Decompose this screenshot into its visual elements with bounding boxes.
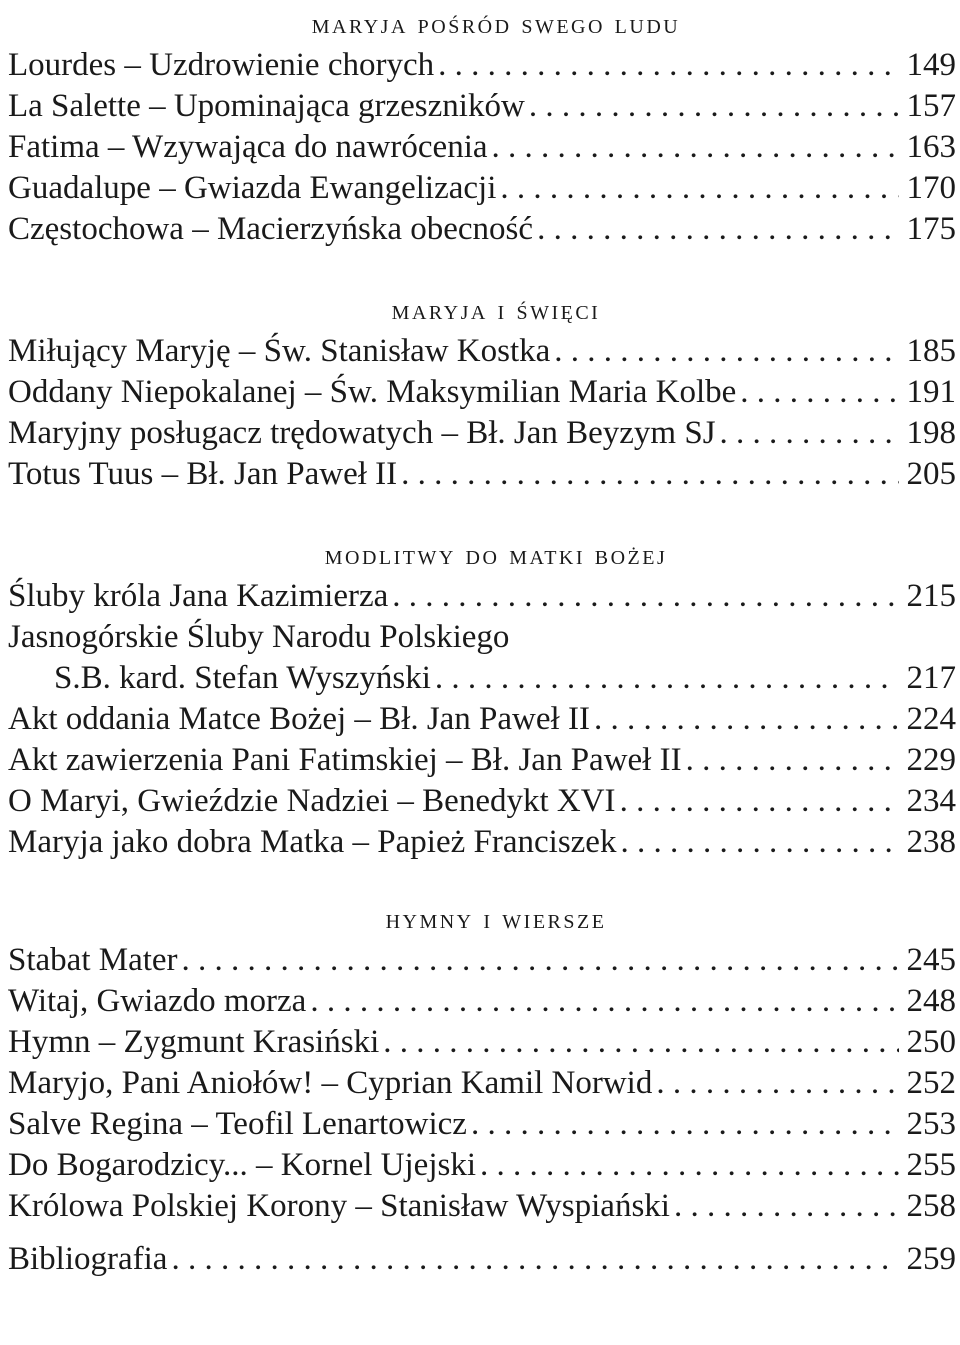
toc-entry[interactable]: [8, 1104, 956, 1145]
toc-entry[interactable]: [8, 981, 956, 1022]
entry-title: Do Bogarodzicy... – Kornel Ujejski: [8, 1147, 477, 1183]
page-number: 258: [906, 1188, 956, 1224]
section-heading: hymny i wiersze: [385, 903, 607, 935]
dot-leader: [620, 822, 898, 863]
page-number: 252: [906, 1065, 956, 1101]
toc-list: [8, 576, 956, 863]
entry-title: Maryjo, Pani Aniołów! – Cyprian Kamil Norwid: [8, 1065, 653, 1101]
section-heading: modlitwy do matki bożej: [324, 539, 668, 571]
toc-entry-bibliography[interactable]: [8, 1239, 956, 1280]
page-number: 229: [906, 742, 956, 778]
page-number: 255: [906, 1147, 956, 1183]
section-spacer: [8, 495, 956, 535]
toc-entry-multiline[interactable]: [8, 617, 956, 699]
section-heading: maryja i święci: [391, 294, 601, 326]
toc-entry[interactable]: [8, 822, 956, 863]
dot-leader: [674, 1186, 899, 1227]
entry-title: Miłujący Maryję – Św. Stanisław Kostka: [8, 333, 551, 369]
entry-title: Guadalupe – Gwiazda Ewangelizacji: [8, 170, 497, 206]
dot-leader: [435, 658, 899, 699]
dot-leader: [740, 372, 898, 413]
toc-entry[interactable]: [8, 1022, 956, 1063]
dot-leader: [500, 168, 898, 209]
page-number: 238: [906, 824, 956, 860]
page-number: 185: [906, 333, 956, 369]
entry-title: Śluby króla Jana Kazimierza: [8, 578, 389, 614]
entry-title: Witaj, Gwiazdo morza: [8, 983, 307, 1019]
dot-leader: [171, 1239, 898, 1280]
dot-leader: [480, 1145, 898, 1186]
page-number: 163: [906, 129, 956, 165]
page-number: 149: [906, 47, 956, 83]
dot-leader: [656, 1063, 898, 1104]
toc-entry[interactable]: [8, 86, 956, 127]
toc-list: [8, 940, 956, 1227]
toc-list: [8, 45, 956, 250]
toc-entry[interactable]: [8, 168, 956, 209]
toc-entry[interactable]: [8, 576, 956, 617]
entry-title: Akt zawierzenia Pani Fatimskiej – Bł. Jan Paweł II: [8, 742, 682, 778]
entry-title: Akt oddania Matce Bożej – Bł. Jan Paweł II: [8, 701, 590, 737]
dot-leader: [529, 86, 899, 127]
entry-title: Częstochowa – Macierzyńska obecność: [8, 211, 534, 247]
toc-list: [8, 331, 956, 495]
entry-title-continuation: S.B. kard. Stefan Wyszyński: [54, 660, 431, 696]
dot-leader: [471, 1104, 899, 1145]
page-number: 259: [906, 1241, 956, 1277]
entry-title: Maryja jako dobra Matka – Papież Franciszek: [8, 824, 617, 860]
toc-entry[interactable]: [8, 127, 956, 168]
toc-list: [8, 1239, 956, 1280]
page-number: 175: [906, 211, 956, 247]
entry-title: Lourdes – Uzdrowienie chorych: [8, 47, 435, 83]
toc-entry[interactable]: [8, 209, 956, 250]
dot-leader: [594, 699, 899, 740]
dot-leader: [554, 331, 898, 372]
page-number: 217: [906, 660, 956, 696]
entry-title: Oddany Niepokalanej – Św. Maksymilian Maria Kolbe: [8, 374, 737, 410]
section-heading: maryja pośród swego ludu: [311, 8, 681, 40]
toc-entry[interactable]: [8, 331, 956, 372]
page-number: 248: [906, 983, 956, 1019]
dot-leader: [392, 576, 898, 617]
page-number: 191: [906, 374, 956, 410]
page-number: 253: [906, 1106, 956, 1142]
toc-entry[interactable]: [8, 372, 956, 413]
toc-entry[interactable]: [8, 1063, 956, 1104]
toc-entry[interactable]: [8, 940, 956, 981]
dot-leader: [182, 940, 899, 981]
toc-entry[interactable]: [8, 781, 956, 822]
dot-leader: [620, 781, 899, 822]
toc-entry-continuation: [8, 658, 956, 699]
dot-leader: [383, 1022, 898, 1063]
page-number: 170: [906, 170, 956, 206]
page-number: 205: [906, 456, 956, 492]
entry-title: Totus Tuus – Bł. Jan Paweł II: [8, 456, 398, 492]
toc-entry[interactable]: [8, 45, 956, 86]
table-of-contents: [8, 0, 956, 1280]
page-number: 215: [906, 578, 956, 614]
section-spacer: [8, 863, 956, 899]
page-number: 224: [906, 701, 956, 737]
dot-leader: [686, 740, 899, 781]
toc-entry[interactable]: [8, 1186, 956, 1227]
page-number: 198: [906, 415, 956, 451]
dot-leader: [720, 413, 899, 454]
toc-entry[interactable]: [8, 1145, 956, 1186]
toc-entry[interactable]: [8, 740, 956, 781]
entry-title: La Salette – Upominająca grzeszników: [8, 88, 525, 124]
entry-title: Maryjny posługacz trędowatych – Bł. Jan Beyzym SJ: [8, 415, 716, 451]
entry-title: O Maryi, Gwieździe Nadziei – Benedykt XVI: [8, 783, 616, 819]
toc-entry[interactable]: [8, 454, 956, 495]
toc-entry[interactable]: [8, 413, 956, 454]
page-number: 234: [906, 783, 956, 819]
dot-leader: [401, 454, 898, 495]
entry-title: Królowa Polskiej Korony – Stanisław Wyspiański: [8, 1188, 670, 1224]
entry-title: Salve Regina – Teofil Lenartowicz: [8, 1106, 467, 1142]
page-number: 250: [906, 1024, 956, 1060]
page-number: 157: [906, 88, 956, 124]
section-spacer: [8, 250, 956, 290]
section-spacer: [8, 1227, 956, 1239]
dot-leader: [492, 127, 899, 168]
toc-entry[interactable]: [8, 699, 956, 740]
entry-title: Bibliografia: [8, 1241, 168, 1277]
page-number: 245: [906, 942, 956, 978]
dot-leader: [537, 209, 898, 250]
entry-title: Hymn – Zygmunt Krasiński: [8, 1024, 380, 1060]
entry-title: Jasnogórskie Śluby Narodu Polskiego: [8, 619, 510, 655]
dot-leader: [310, 981, 898, 1022]
dot-leader: [438, 45, 898, 86]
entry-title: Fatima – Wzywająca do nawrócenia: [8, 129, 488, 165]
entry-title: Stabat Mater: [8, 942, 178, 978]
